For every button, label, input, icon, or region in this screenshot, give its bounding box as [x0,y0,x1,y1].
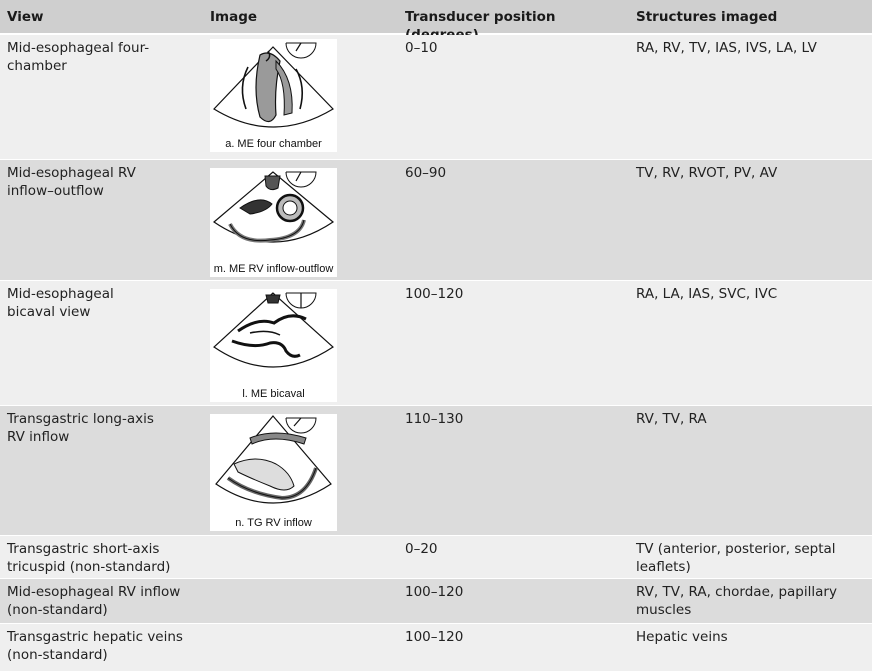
table-row [0,35,872,160]
view-name: Transgastric hepatic veins (non-standard) [7,629,183,663]
transducer-position: 100–120 [405,286,464,302]
transducer-position: 110–130 [405,411,464,427]
structures-imaged: TV, RV, RVOT, PV, AV [636,165,778,181]
table-row [0,406,872,536]
view-name: Transgastric short-axis tricuspid (non-standard) [7,541,171,575]
diagram-caption: a. ME four chamber [225,138,322,150]
view-name: Mid-esophageal four-chamber [7,40,150,74]
diagram-caption: l. ME bicaval [242,388,305,400]
diagram-thumbnail [210,289,337,402]
diagram-caption: n. TG RV inflow [235,517,312,529]
table-row [0,281,872,406]
header-position: Transducer position [405,9,556,25]
structures-imaged: RA, LA, IAS, SVC, IVC [636,286,778,302]
me-four-chamber-diagram [210,39,337,136]
view-name: Mid-esophageal RV inflow (non-standard) [7,584,181,618]
table-row [0,579,872,624]
view-name: Transgastric long-axis RV inflow [7,411,154,445]
table-row [0,160,872,281]
transducer-position: 0–10 [405,40,438,56]
diagram-thumbnail [210,39,337,152]
structures-imaged: RV, TV, RA, chordae, papillary muscles [636,584,837,618]
structures-imaged: RA, RV, TV, IAS, IVS, LA, LV [636,40,817,56]
diagram-thumbnail [210,414,337,531]
me-bicaval-diagram [210,289,337,386]
structures-imaged: TV (anterior, posterior, septal leaflets) [636,541,836,575]
structures-imaged: Hepatic veins [636,629,728,645]
table-row [0,536,872,579]
header-image: Image [210,9,258,25]
tg-rv-inflow-diagram [210,414,337,511]
diagram-thumbnail [210,168,337,277]
view-name: Mid-esophageal RV inflow–outflow [7,165,136,199]
header-view: View [7,9,44,25]
transducer-position: 100–120 [405,584,464,600]
diagram-caption: m. ME RV inflow-outflow [213,263,334,275]
header-structures: Structures imaged [636,9,778,25]
me-rv-inflow-outflow-diagram [210,168,337,265]
transducer-position: 0–20 [405,541,438,557]
transducer-position: 60–90 [405,165,447,181]
transducer-position: 100–120 [405,629,464,645]
structures-imaged: RV, TV, RA [636,411,707,427]
table-header-row [0,0,872,34]
view-name: Mid-esophageal bicaval view [7,286,114,320]
table-row [0,624,872,672]
